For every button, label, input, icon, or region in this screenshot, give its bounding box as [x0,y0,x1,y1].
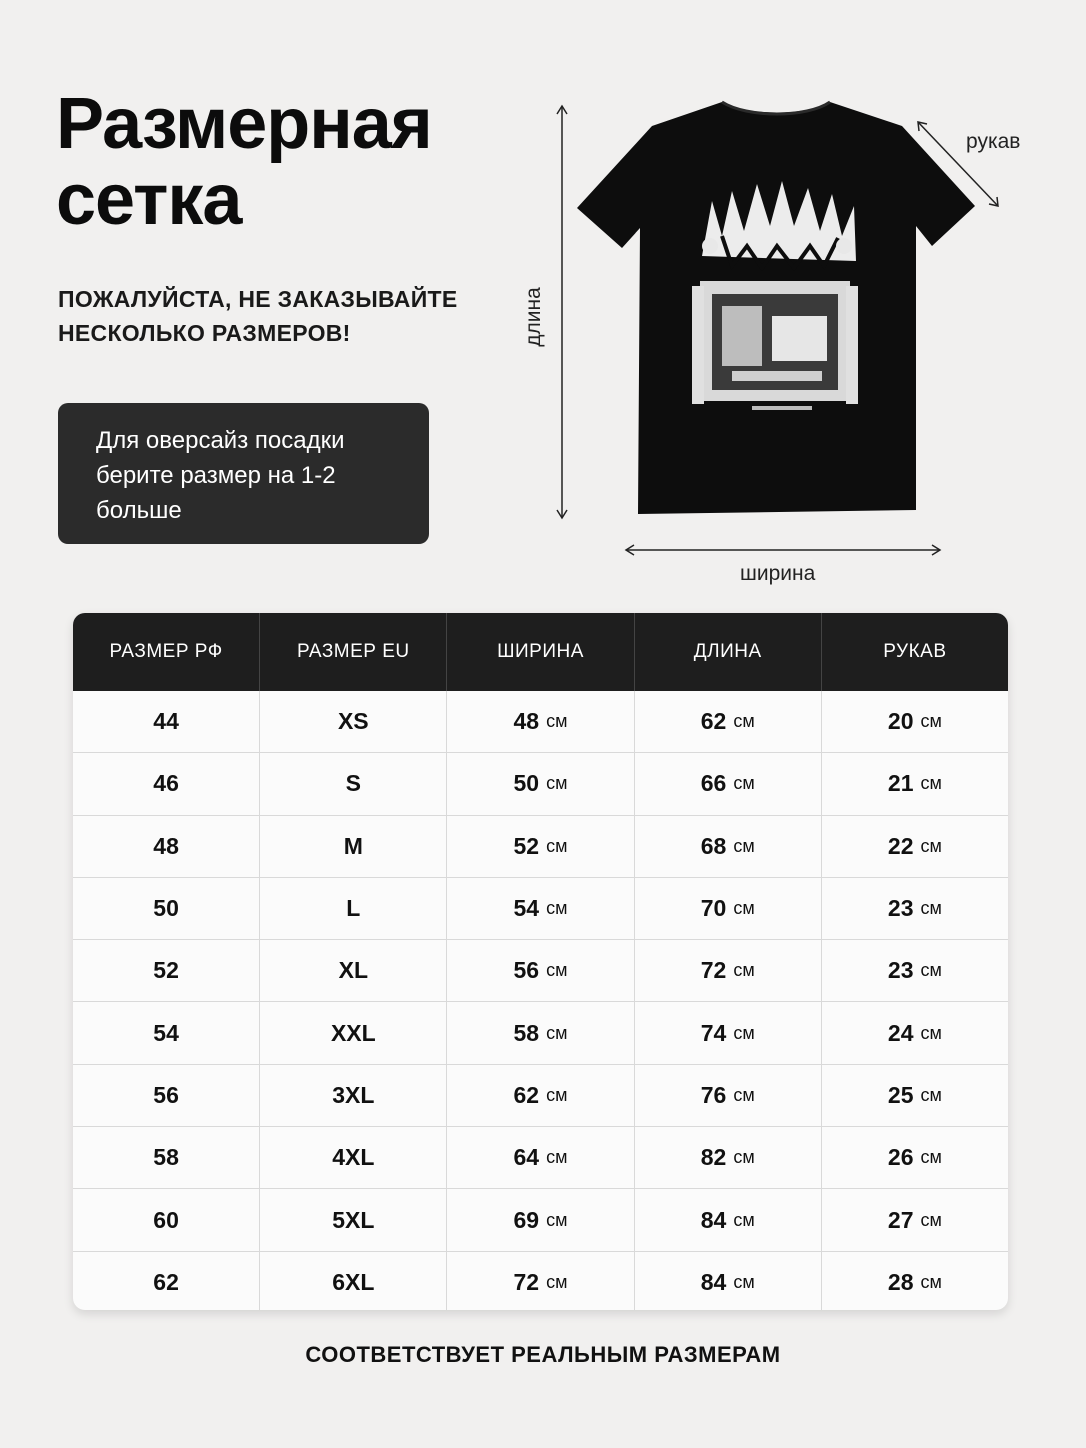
cell-unit: см [546,1147,568,1168]
cell-length [635,1252,822,1310]
cell-size-ru [73,1065,260,1126]
cell-value: 27 [887,1206,914,1233]
cell-unit: см [733,1271,755,1292]
cell-unit: см [733,711,755,732]
cell-value: 68 [700,832,727,859]
note-line-3: больше [96,497,182,524]
length-label: длина [522,287,545,347]
header-size-eu: РАЗМЕР EU [260,613,447,691]
cell-value: 62 [700,708,727,735]
cell-unit: см [920,960,942,981]
cell-size-eu [260,1065,447,1126]
cell-value: 64 [513,1144,540,1171]
cell-size-ru [73,1189,260,1250]
cell-value: 23 [887,895,914,922]
table-row [73,691,1008,752]
cell-value: 72 [513,1268,540,1295]
cell-unit: см [546,1271,568,1292]
cell-value: 48 [513,708,540,735]
header-width: ШИРИНА [447,613,634,691]
cell-value: 22 [887,832,914,859]
cell-value: 58 [513,1019,540,1046]
sleeve-label: рукав [966,130,1021,153]
cell-width [447,940,634,1001]
cell-value: 76 [700,1081,727,1108]
cell-width [447,1189,634,1250]
cell-width [447,1252,634,1310]
header-sleeve: РУКАВ [883,641,947,662]
cell-length [635,691,822,752]
cell-size-eu [260,940,447,1001]
cell-unit: см [733,1022,755,1043]
cell-unit: см [546,960,568,981]
cell-unit: см [546,898,568,919]
table-row [73,1188,1008,1250]
cell-length [635,878,822,939]
cell-size-ru [73,878,260,939]
cell-value: 56 [513,957,540,984]
cell-size-eu [260,878,447,939]
note-line-2: берите размер на 1-2 [96,462,336,489]
warning-line-1: ПОЖАЛУЙСТА, НЕ ЗАКАЗЫВАЙТЕ [58,286,458,312]
cell-value: 52 [153,957,179,984]
cell-unit: см [546,1209,568,1230]
cell-value: 54 [153,1019,179,1046]
cell-size-ru [73,1252,260,1310]
table-header [73,613,1008,691]
cell-value: XS [337,708,369,735]
cell-unit: см [733,960,755,981]
cell-value: 50 [153,895,179,922]
note-line-1: Для оверсайз посадки [96,427,345,454]
cell-length [635,1127,822,1188]
cell-sleeve [822,691,1008,752]
cell-unit: см [733,835,755,856]
cell-value: 23 [887,957,914,984]
cell-value: 72 [700,957,727,984]
cell-value: XL [338,957,368,984]
table-body [73,691,1008,1310]
cell-size-eu [260,1002,447,1063]
table-row [73,1064,1008,1126]
cell-size-ru [73,753,260,814]
cell-size-eu [260,753,447,814]
cell-width [447,1127,634,1188]
cell-unit: см [733,1084,755,1105]
cell-sleeve [822,1252,1008,1310]
cell-value: 44 [153,708,179,735]
cell-unit: см [920,1209,942,1230]
table-row [73,752,1008,814]
cell-width [447,1065,634,1126]
cell-sleeve [822,816,1008,877]
cell-value: M [343,832,363,859]
cell-size-eu [260,1189,447,1250]
cell-sleeve [822,1002,1008,1063]
cell-width [447,878,634,939]
cell-value: 48 [153,832,179,859]
cell-length [635,816,822,877]
tshirt-illustration [572,96,982,520]
cell-size-eu [260,816,447,877]
cell-unit: см [920,1084,942,1105]
cell-unit: см [733,773,755,794]
cell-width [447,691,634,752]
cell-unit: см [920,898,942,919]
cell-unit: см [920,835,942,856]
cell-size-ru [73,691,260,752]
cell-size-eu [260,1127,447,1188]
cell-sleeve [822,940,1008,1001]
cell-value: XXL [330,1019,376,1046]
cell-width [447,816,634,877]
cell-length [635,940,822,1001]
cell-sleeve [822,753,1008,814]
cell-value: 28 [887,1268,914,1295]
cell-unit: см [546,1084,568,1105]
cell-length [635,1189,822,1250]
cell-unit: см [920,1271,942,1292]
title-line-2: сетка [56,160,242,240]
cell-value: 4XL [332,1144,375,1171]
cell-value: 21 [887,770,914,797]
cell-unit: см [920,1147,942,1168]
cell-value: 84 [700,1206,727,1233]
cell-value: 3XL [332,1081,375,1108]
cell-unit: см [733,1147,755,1168]
cell-sleeve [822,1189,1008,1250]
cell-value: 54 [513,895,540,922]
cell-unit: см [546,773,568,794]
cell-value: 5XL [332,1206,375,1233]
header-length: ДЛИНА [635,613,822,691]
cell-value: 52 [513,832,540,859]
cell-unit: см [546,1022,568,1043]
cell-sleeve [822,1127,1008,1188]
cell-sleeve [822,878,1008,939]
cell-unit: см [733,898,755,919]
header-size-ru: РАЗМЕР РФ [73,613,260,691]
cell-value: 66 [700,770,727,797]
cell-value: L [346,895,361,922]
footer-text: СООТВЕТСТВУЕТ РЕАЛЬНЫМ РАЗМЕРАМ [305,1342,781,1367]
cell-value: 60 [153,1206,179,1233]
table-row [73,1251,1008,1310]
width-label: ширина [740,562,816,585]
cell-length [635,1002,822,1063]
cell-unit: см [920,1022,942,1043]
table-row [73,815,1008,877]
warning-line-2: НЕСКОЛЬКО РАЗМЕРОВ! [58,320,351,346]
cell-value: S [345,770,361,797]
cell-value: 84 [700,1268,727,1295]
cell-length [635,1065,822,1126]
cell-value: 69 [513,1206,540,1233]
cell-size-ru [73,816,260,877]
cell-value: 24 [887,1019,914,1046]
cell-value: 50 [513,770,540,797]
cell-value: 74 [700,1019,727,1046]
cell-size-ru [73,1002,260,1063]
cell-unit: см [733,1209,755,1230]
cell-value: 6XL [332,1268,375,1295]
cell-value: 26 [887,1144,914,1171]
cell-value: 62 [153,1268,179,1295]
cell-value: 62 [513,1081,540,1108]
cell-value: 82 [700,1144,727,1171]
cell-unit: см [920,711,942,732]
size-table [73,613,1008,1310]
cell-size-eu [260,1252,447,1310]
cell-width [447,1002,634,1063]
cell-value: 58 [153,1144,179,1171]
cell-value: 46 [153,770,179,797]
cell-size-ru [73,940,260,1001]
table-row [73,939,1008,1001]
cell-size-ru [73,1127,260,1188]
cell-width [447,753,634,814]
cell-value: 56 [153,1081,179,1108]
cell-value: 25 [887,1081,914,1108]
cell-length [635,753,822,814]
table-row [73,1126,1008,1188]
cell-sleeve [822,1065,1008,1126]
table-row [73,1001,1008,1063]
cell-value: 20 [887,708,914,735]
cell-unit: см [546,711,568,732]
title-line-1: Размерная [56,84,432,164]
table-row [73,877,1008,939]
cell-value: 70 [700,895,727,922]
cell-size-eu [260,691,447,752]
cell-unit: см [546,835,568,856]
cell-unit: см [920,773,942,794]
